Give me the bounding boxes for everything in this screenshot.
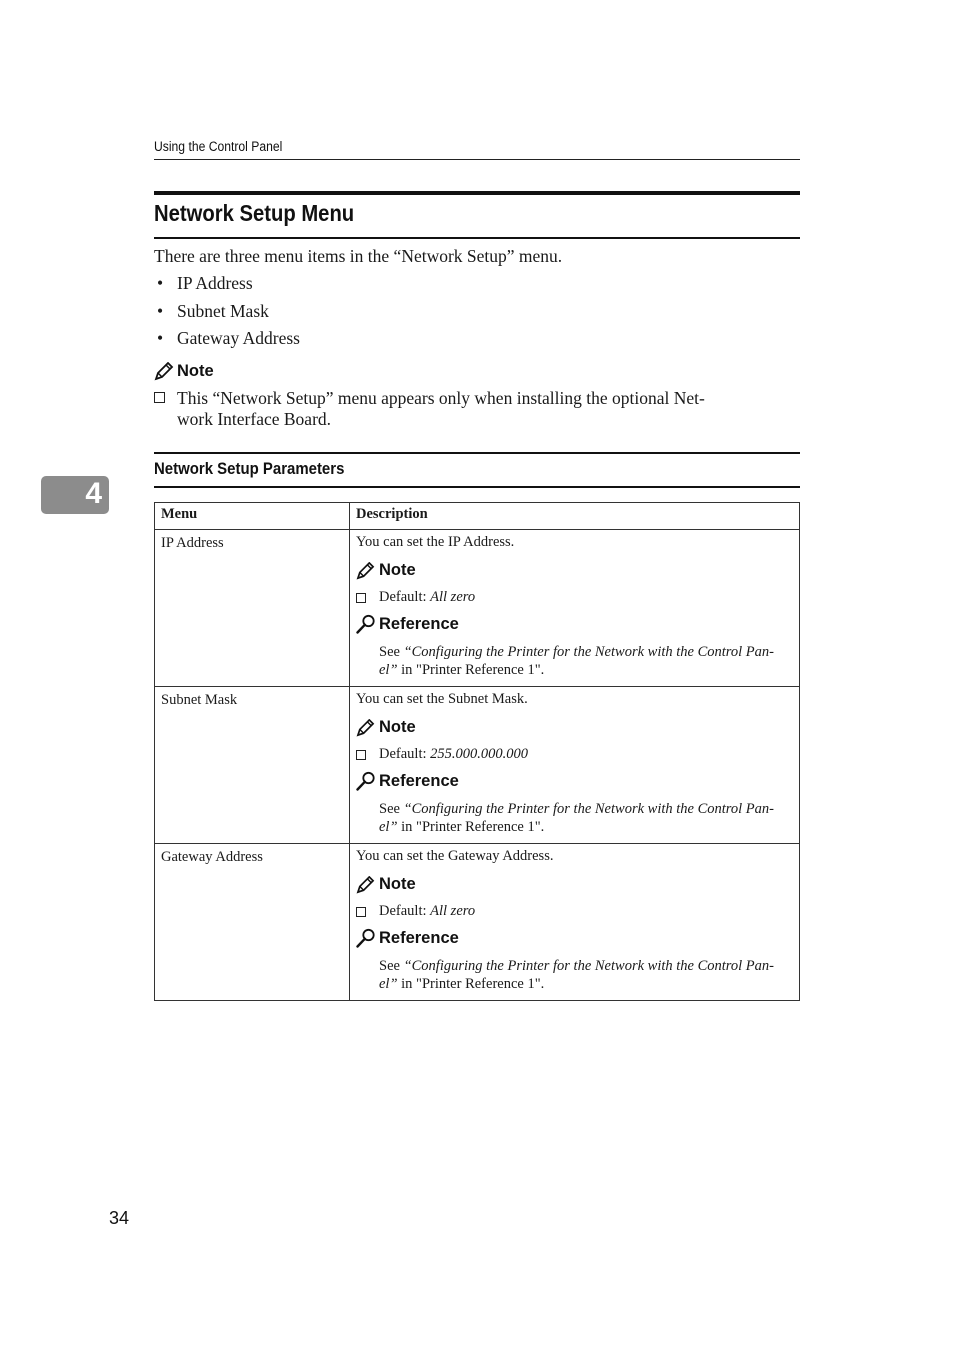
bullet-label: Subnet Mask — [177, 301, 269, 321]
subsection-rule-bottom — [154, 486, 800, 488]
bullet-item: • Gateway Address — [157, 328, 300, 348]
default-label: Default: — [379, 903, 427, 919]
note-heading — [154, 362, 214, 381]
default-label: Default: — [379, 589, 427, 605]
description-text: You can set the Subnet Mask. — [356, 691, 528, 707]
description-cell — [350, 844, 800, 1001]
chapter-tab — [41, 476, 109, 514]
pencil-note-icon — [356, 876, 375, 894]
bullet-item: • Subnet Mask — [157, 301, 269, 321]
checkbox-icon — [154, 392, 165, 403]
column-header-menu: Menu — [155, 503, 350, 530]
reference-heading — [356, 771, 459, 791]
see-word: See — [379, 644, 400, 660]
reference-label: Reference — [379, 615, 459, 633]
title-rule-top — [154, 191, 800, 195]
reference-heading — [356, 614, 459, 634]
title-rule-bottom — [154, 237, 800, 239]
default-value: All zero — [430, 589, 476, 605]
reference-source: in "Printer Reference 1". — [401, 819, 545, 835]
reference-label: Reference — [379, 772, 459, 790]
intro-text: There are three menu items in the “Network Setup” menu. — [154, 246, 563, 266]
default-value: All zero — [430, 903, 476, 919]
header-rule — [154, 159, 800, 160]
default-label: Default: — [379, 746, 427, 762]
subsection-title: Network Setup Parameters — [154, 459, 345, 478]
see-word: See — [379, 958, 400, 974]
note-heading — [356, 718, 416, 737]
pencil-note-icon — [154, 362, 174, 381]
table-row — [155, 844, 800, 1001]
checkbox-icon — [356, 907, 366, 917]
reference-title-end: el” — [379, 662, 398, 678]
page-title: Network Setup Menu — [154, 200, 355, 226]
checkbox-icon — [356, 750, 366, 760]
note-heading — [356, 875, 416, 894]
checkbox-icon — [356, 593, 366, 603]
pencil-note-icon — [356, 562, 375, 580]
pencil-note-icon — [356, 719, 375, 737]
table-row — [155, 530, 800, 687]
reference-source: in "Printer Reference 1". — [401, 976, 545, 992]
note-text-line1: This “Network Setup” menu appears only when installing the optional Net- — [177, 388, 705, 408]
bullet-item: • IP Address — [157, 273, 253, 293]
menu-cell: Gateway Address — [155, 844, 350, 1001]
default-value: 255.000.000.000 — [430, 746, 529, 762]
chapter-number: 4 — [85, 477, 102, 510]
bullet-label: Gateway Address — [177, 328, 300, 348]
reference-text — [379, 957, 795, 993]
note-text-line2: work Interface Board. — [177, 409, 332, 429]
see-word: See — [379, 801, 400, 817]
reference-label: Reference — [379, 929, 459, 947]
reference-heading — [356, 928, 459, 948]
bullet-label: IP Address — [177, 273, 253, 293]
table-row — [155, 687, 800, 844]
reference-title-end: el” — [379, 819, 398, 835]
reference-title-end: el” — [379, 976, 398, 992]
note-label: Note — [177, 362, 214, 380]
reference-text — [379, 643, 795, 679]
reference-title: “Configuring the Printer for the Network with the Control Pan- — [403, 801, 774, 817]
reference-source: in "Printer Reference 1". — [401, 662, 545, 678]
column-header-description: Description — [350, 503, 800, 530]
magnifier-reference-icon — [356, 771, 376, 791]
parameters-table — [154, 502, 800, 1001]
description-cell — [350, 530, 800, 687]
description-text: You can set the Gateway Address. — [356, 848, 554, 864]
reference-text — [379, 800, 795, 836]
note-label: Note — [379, 718, 416, 736]
page-number: 34 — [109, 1208, 130, 1228]
description-cell — [350, 687, 800, 844]
menu-cell: IP Address — [155, 530, 350, 687]
reference-title: “Configuring the Printer for the Network with the Control Pan- — [403, 958, 774, 974]
magnifier-reference-icon — [356, 614, 376, 634]
table-header-row — [155, 503, 800, 530]
note-heading — [356, 561, 416, 580]
running-header: Using the Control Panel — [154, 139, 283, 154]
menu-cell: Subnet Mask — [155, 687, 350, 844]
note-label: Note — [379, 875, 416, 893]
note-item — [154, 388, 800, 432]
reference-title: “Configuring the Printer for the Network with the Control Pan- — [403, 644, 774, 660]
description-text: You can set the IP Address. — [356, 534, 515, 550]
magnifier-reference-icon — [356, 928, 376, 948]
note-label: Note — [379, 561, 416, 579]
subsection-rule-top — [154, 452, 800, 454]
